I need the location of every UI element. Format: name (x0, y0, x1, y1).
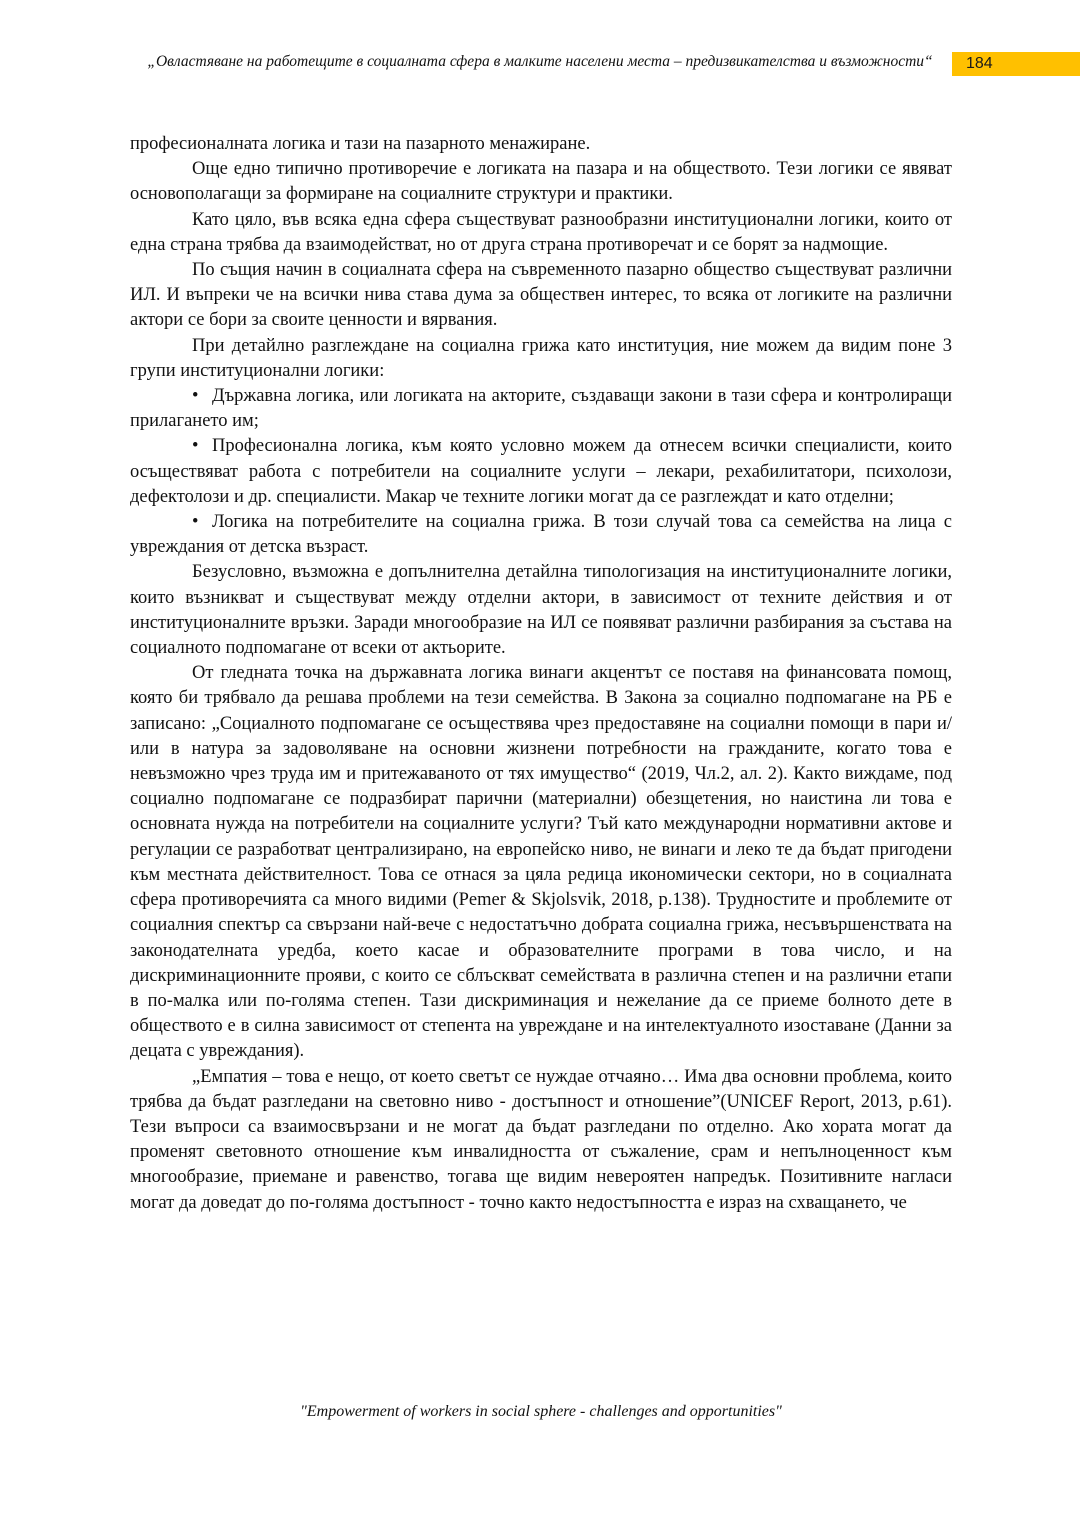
paragraph: От гледната точка на държавната логика винаги акцентът се поставя на финансовата помощ, която би трябвало да решава проблеми на тези семейства. В Закона за социално подпомагане на РБ е записано: „Социалното подпомагане се осъществява чрез предоставяне на социални помощи в пари и/или в натура за задоволяване на основни жизнени потребности на гражданите, когато това е невъзможно чрез труда им и притежаваното от тях имущество“ (2019, Чл.2, ал. 2). Както виждаме, под социално подпомагане се подразбират парични (материални) обезщетения, но наистина ли това е основната нужда на потребители на социалните услуги? Тъй като международни нормативни актове и регулации се разработват централизирано, на европейско ниво, не винаги и леко те да бъдат пригодени към местната действителност. Това се отнася за цяла редица икономически сектори, но в социалната сфера противоречията са много видими (Pemer & Skjolsvik, 2018, p.138). Трудностите и проблемите от социалния спектър са свързани най-вече с недостатъчно добрата социална грижа, несъвършенствата на законодателната уредба, което касае и образователните програми в това число, и на дискриминационните прояви, с които се сблъскват семействата в различна степен и на различни етапи в по-малка или по-голяма степен. Тази дискриминация и нежелание да се приеме болното дете в обществото е в силна зависимост от степента на увреждане и на интелектуалното изоставане (Данни за децата с увреждания). (130, 663, 952, 1062)
bullet-item (130, 434, 952, 510)
paragraph: По същия начин в социалната сфера на съвременното пазарно общество съществуват различни ИЛ. И въпреки че на всички нива става дума за обществен интерес, то всяка от логиките на различни актори се бори за своите ценности и вярвания. (130, 260, 952, 331)
paragraph: професионалната логика и тази на пазарното менажиране. (130, 134, 591, 154)
paragraph: При детайлно разглеждане на социална грижа като институция, ние можем да видим поне 3 групи институционални логики: (130, 335, 952, 381)
running-header-title: „Овластяване на работещите в социалната сфера в малките населени места – предизвикателства и възможности“ (147, 53, 933, 70)
body-text (130, 132, 952, 1216)
paragraph: Безусловно, възможна е допълнителна детайлна типологизация на институционалните логики, които възникват и съществуват между отделни актори, в зависимост от техните действия и от институционалните връзки. Заради многообразие на ИЛ се появяват различни разбирания за състава на социалното подпомагане от всеки от актьорите. (130, 562, 952, 659)
bullet-item (130, 384, 952, 434)
bullet-text: Професионална логика, към която условно можем да отнесем всички специалисти, които осъществяват работа с потребители на социалните услуги – лекари, рехабилитатори, психолози, дефектолози и др. специалисти. Макар че техните логики могат да се разглеждат и като отделни; (130, 436, 952, 507)
page-number-badge: 184 (952, 52, 1080, 76)
paragraph: Още едно типично противоречие е логиката на пазара и на обществото. Тези логики се явяват основополагащи за формиране на социалните структури и практики. (130, 159, 952, 205)
bullet-item (130, 510, 952, 560)
paragraph: „Емпатия – това е нещо, от което светът се нуждае отчаяно… Има два основни проблема, които трябва да бъдат разгледани на световно ниво - достъпност и отношение”(UNICEF Report, 2013, p.61). Тези въпроси са взаимосвързани и не могат да бъдат разгледани по отделно. Ако хората могат да променят световното отношение към инвалидността от съжаление, срам и непълноценност към многообразие, приемане и равенство, тогава ще видим невероятен напредък. Позитивните нагласи могат да доведат до по-голяма достъпност - точно както недостъпността е израз на схващането, че (130, 1066, 952, 1213)
paragraph: Като цяло, във всяка една сфера съществуват разнообразни институционални логики, които от една страна трябва да взаимодействат, но от друга страна противоречат и се борят за надмощие. (130, 209, 952, 255)
bullet-text: Логика на потребителите на социална грижа. В този случай това са семейства на лица с увреждания от детска възраст. (130, 512, 952, 558)
bullet-icon: • (192, 512, 199, 533)
bullet-text: Държавна логика, или логиката на акторите, създаващи закони в тази сфера и контролиращи прилагането им; (130, 386, 952, 432)
bullet-icon: • (192, 386, 199, 407)
running-footer-title: "Empowerment of workers in social sphere - challenges and opportunities" (300, 1403, 782, 1420)
bullet-icon: • (192, 436, 199, 457)
